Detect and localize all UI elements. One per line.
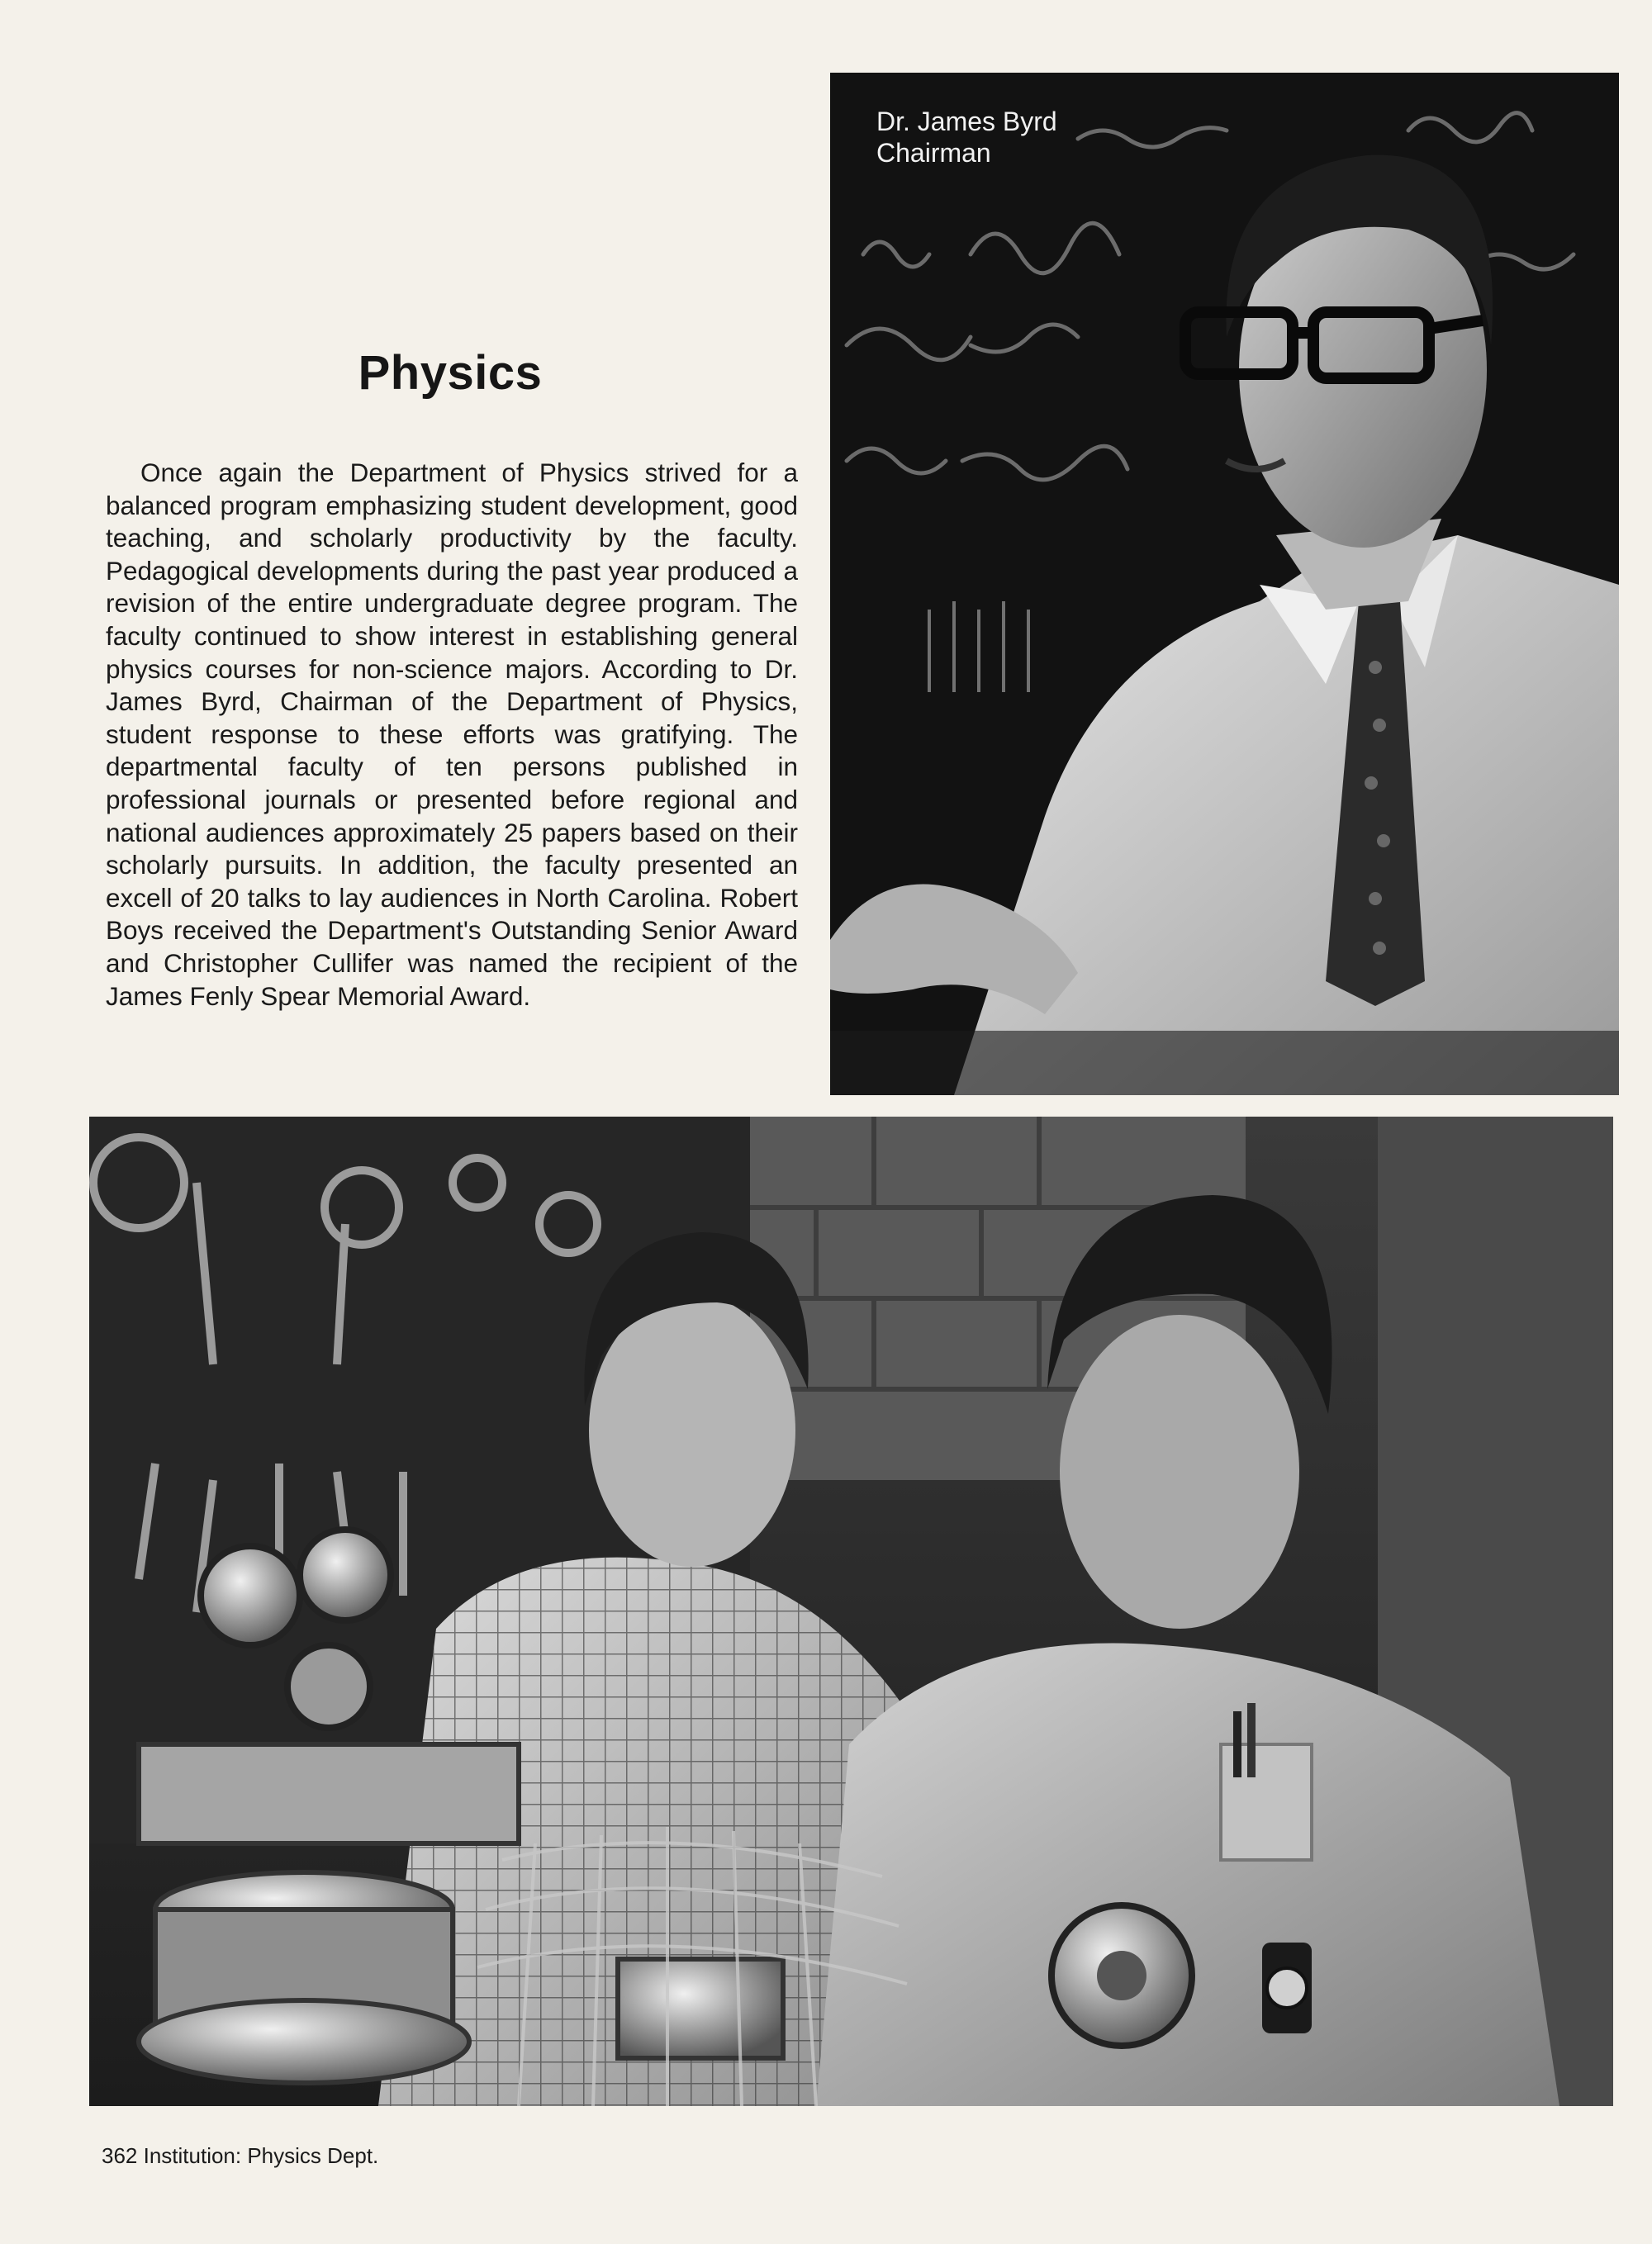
chairman-photo [830,73,1619,1095]
caption-role: Chairman [876,138,991,168]
page-footer: 362 Institution: Physics Dept. [102,2143,379,2168]
chairman-photo-illustration [830,73,1619,1095]
article-title: Physics [358,346,543,400]
lab-photo [89,1117,1613,2106]
article-body: Once again the Department of Physics strived for a balanced program emphasizing student development, good teaching, and scholarly productivity by the faculty. Pedagogical developments during the past year produced a revision of the entire undergraduate degree program. The faculty continued to show interest in establishing general physics courses for non-science majors. According to Dr. James Byrd, Chairman of the Department of Physics, student response to these efforts was gratifying. The departmental faculty of ten persons published in professional journals or presented before regional and national audiences approximately 25 papers based on their scholarly pursuits. In addition, the faculty presented an excell of 20 talks to lay audiences in North Carolina. Robert Boys received the Department's Outstanding Senior Award and Christopher Cullifer was named the recipient of the James Fenly Spear Memorial Award. [106,458,798,1011]
photo-caption [876,106,1057,168]
caption-name: Dr. James Byrd [876,107,1057,136]
lab-photo-illustration [89,1117,1613,2106]
